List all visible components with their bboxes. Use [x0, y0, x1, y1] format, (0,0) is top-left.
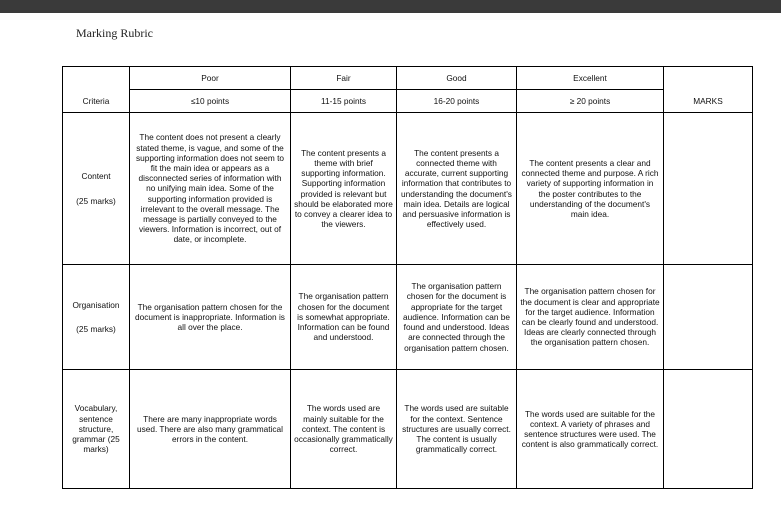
table-row-organisation — [63, 265, 753, 370]
criterion-name: Content — [81, 171, 111, 182]
points-excellent: ≥ 20 points — [517, 90, 664, 113]
table-row-content — [63, 113, 753, 265]
criterion-name: Organisation — [72, 299, 120, 310]
marks-header-top — [664, 67, 753, 90]
criterion-vocabulary: Vocabulary, sentence structure, grammar (25 marks) — [63, 370, 130, 489]
cell-content-fair: The content presents a theme with brief supporting information. Supporting information provided is relevant but should be elaborated more to convey a clearer idea to the viewers. — [291, 113, 397, 265]
table-row-vocabulary — [63, 370, 753, 489]
points-good: 16-20 points — [397, 90, 517, 113]
cell-vocabulary-fair: The words used are mainly suitable for the context. The content is occasionally grammatically correct. — [291, 370, 397, 489]
points-fair: 11-15 points — [291, 90, 397, 113]
header-row-points — [63, 90, 753, 113]
cell-vocabulary-good: The words used are suitable for the context. Sentence structures are usually correct. The content is usually grammatically correct. — [397, 370, 517, 489]
marks-cell-organisation[interactable] — [664, 265, 753, 370]
header-row-levels — [63, 67, 753, 90]
criterion-organisation — [63, 265, 130, 370]
marks-cell-content[interactable] — [664, 113, 753, 265]
cell-content-good: The content presents a connected theme with accurate, current supporting information that contributes to understanding the document's main idea. Details are logical and persuasive information is effectively used. — [397, 113, 517, 265]
level-header-excellent: Excellent — [517, 67, 664, 90]
viewer-top-bar — [0, 0, 781, 13]
criterion-marks: (25 marks) — [76, 195, 116, 206]
cell-vocabulary-poor: There are many inappropriate words used. There are also many grammatical errors in the content. — [130, 370, 291, 489]
criteria-header-top — [63, 67, 130, 90]
criterion-content — [63, 113, 130, 265]
cell-organisation-good: The organisation pattern chosen for the document is appropriate for the target audience. Information can be found and understood. Ideas are connected through the organisation pattern chosen. — [397, 265, 517, 370]
level-header-good: Good — [397, 67, 517, 90]
cell-content-poor: The content does not present a clearly stated theme, is vague, and some of the supporting information does not seem to fit the main idea or appears as a disconnected series of information with no unifying main idea. Some of the supporting information provided is irrelevant to the overall message. The message is partially conveyed to the viewers. Information is incorrect, out of date, or incomplete. — [130, 113, 291, 265]
level-header-poor: Poor — [130, 67, 291, 90]
criterion-marks: (25 marks) — [76, 324, 116, 334]
marks-header: MARKS — [664, 90, 753, 113]
cell-organisation-fair: The organisation pattern chosen for the document is somewhat appropriate. Information can be found and understood. — [291, 265, 397, 370]
points-poor: ≤10 points — [130, 90, 291, 113]
cell-organisation-excellent: The organisation pattern chosen for the document is clear and appropriate for the target audience. Information can be clearly found and understood. Ideas are clearly connected through the organisation pattern chosen. — [517, 265, 664, 370]
rubric-table — [62, 66, 753, 489]
marks-cell-vocabulary[interactable] — [664, 370, 753, 489]
cell-content-excellent: The content presents a clear and connected theme and purpose. A rich variety of supporting information in the poster contributes to the understanding of the document's main idea. — [517, 113, 664, 265]
document-title: Marking Rubric — [76, 26, 153, 40]
cell-vocabulary-excellent: The words used are suitable for the context. A variety of phrases and sentence structures were used. The content is also grammatically correct. — [517, 370, 664, 489]
cell-organisation-poor: The organisation pattern chosen for the document is inappropriate. Information is all over the place. — [130, 265, 291, 370]
criteria-header: Criteria — [63, 90, 130, 113]
level-header-fair: Fair — [291, 67, 397, 90]
